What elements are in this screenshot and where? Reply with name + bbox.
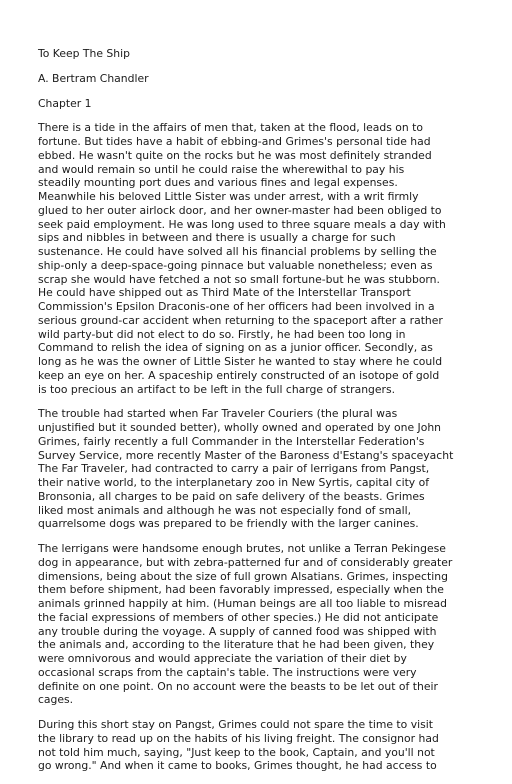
text-line: Survey Service, more recently Master of the Baroness d'Estang's spaceyacht xyxy=(38,448,454,462)
paragraph xyxy=(38,121,484,396)
text-line: fortune. But tides have a habit of ebbing-and Grimes's personal tide had xyxy=(38,135,431,148)
text-line: not told him much, saying, "Just keep to the book, Captain, and you'll not xyxy=(38,745,435,759)
text-line: go wrong." And when it came to books, Grimes thought, he had access to xyxy=(38,759,437,773)
text-line: The lerrigans were handsome enough brutes, not unlike a Terran Pekingese xyxy=(38,542,446,555)
text-line: definite on one point. On no account were the beasts to be let out of their xyxy=(38,679,438,693)
book-title: To Keep The Ship xyxy=(38,47,130,60)
author-name: A. Bertram Chandler xyxy=(38,71,149,85)
text-line: keep an eye on her. A spaceship entirely constructed of an isotope of gold xyxy=(38,368,440,382)
text-line: There is a tide in the affairs of men that, taken at the flood, leads on to xyxy=(38,121,423,135)
text-line: serious ground-car accident when returning to the spaceport after a rather xyxy=(38,313,443,327)
text-line: Command to relish the idea of signing on as a junior officer. Secondly, as xyxy=(38,341,433,355)
text-line: During this short stay on Pangst, Grimes could not spare the time to visit xyxy=(38,718,433,731)
text-line: sustenance. He could have solved all his financial problems by selling the xyxy=(38,245,437,258)
text-line: the facial expressions of members of other species.) He did not anticipate xyxy=(38,610,439,624)
text-line: their native world, to the interplanetary zoo in New Syrtis, capital city of xyxy=(38,476,430,489)
text-line: The Far Traveler, had contracted to carry a pair of lerrigans from Pangst, xyxy=(38,462,430,476)
text-line: occasional scraps from the captain's table. The instructions were very xyxy=(38,665,417,679)
text-line: The trouble had started when Far Traveler Couriers (the plural was xyxy=(38,407,398,421)
text-line: animals grinned happily at him. (Human beings are all too liable to misread xyxy=(38,597,447,610)
text-line: unjustified but it sounded better), wholly owned and operated by one John xyxy=(38,421,442,434)
text-line: quarrelsome dogs was prepared to be friendly with the larger canines. xyxy=(38,517,419,531)
text-line: ship-only a deep-space-going pinnace but valuable nonetheless; even as xyxy=(38,258,433,272)
text-line: dog in appearance, but with zebra-patterned fur and of considerably greater xyxy=(38,555,453,569)
text-line: scrap she would have fetched a not so small fortune-but he was stubborn. xyxy=(38,272,440,286)
text-line: Commission's Epsilon Draconis-one of her officers had been involved in a xyxy=(38,300,435,313)
text-line: ebbed. He wasn't quite on the rocks but he was most definitely stranded xyxy=(38,148,432,162)
text-line: were omnivorous and would appreciate the variation of their diet by xyxy=(38,652,407,665)
chapter-heading: Chapter 1 xyxy=(38,96,92,110)
text-line: Bronsonia, all charges to be paid on safe delivery of the beasts. Grimes xyxy=(38,489,425,503)
text-line: and would remain so until he could raise the wherewithal to pay his xyxy=(38,162,405,176)
text-line: the animals and, according to the literature that he had been given, they xyxy=(38,638,435,652)
text-line: Meanwhile his beloved Little Sister was under arrest, with a writ firmly xyxy=(38,190,419,203)
text-line: wild party-but did not elect to do so. Firstly, he had been too long in xyxy=(38,327,406,341)
text-line: Grimes, fairly recently a full Commander in the Interstellar Federation's xyxy=(38,434,425,448)
paragraph xyxy=(38,407,484,531)
text-line: is too precious an artifact to be left in the full charge of strangers. xyxy=(38,382,396,396)
text-line: glued to her outer airlock door, and her owner-master had been obliged to xyxy=(38,203,442,217)
text-line: sips and nibbles in between and there is usually a charge for such xyxy=(38,231,396,245)
paragraph xyxy=(38,542,484,707)
text-line: He could have shipped out as Third Mate of the Interstellar Transport xyxy=(38,286,411,300)
text-line: dimensions, being about the size of full grown Alsatians. Grimes, inspecting xyxy=(38,569,448,583)
text-line: liked most animals and although he was not especially fond of small, xyxy=(38,503,412,517)
paragraph xyxy=(38,718,484,773)
text-line: steadily mounting port dues and various fines and legal expenses. xyxy=(38,176,398,190)
text-line: any trouble during the voyage. A supply of canned food was shipped with xyxy=(38,624,437,638)
text-line: the library to read up on the habits of his living freight. The consignor had xyxy=(38,731,439,745)
text-line: cages. xyxy=(38,693,74,707)
document-page xyxy=(38,47,484,784)
text-line: long as he was the owner of Little Sister he wanted to stay where he could xyxy=(38,355,443,368)
chapter-body xyxy=(38,121,484,773)
text-line: seek paid employment. He was long used to three square meals a day with xyxy=(38,217,446,231)
text-line: them before shipment, had been favorably impressed, especially when the xyxy=(38,583,444,597)
